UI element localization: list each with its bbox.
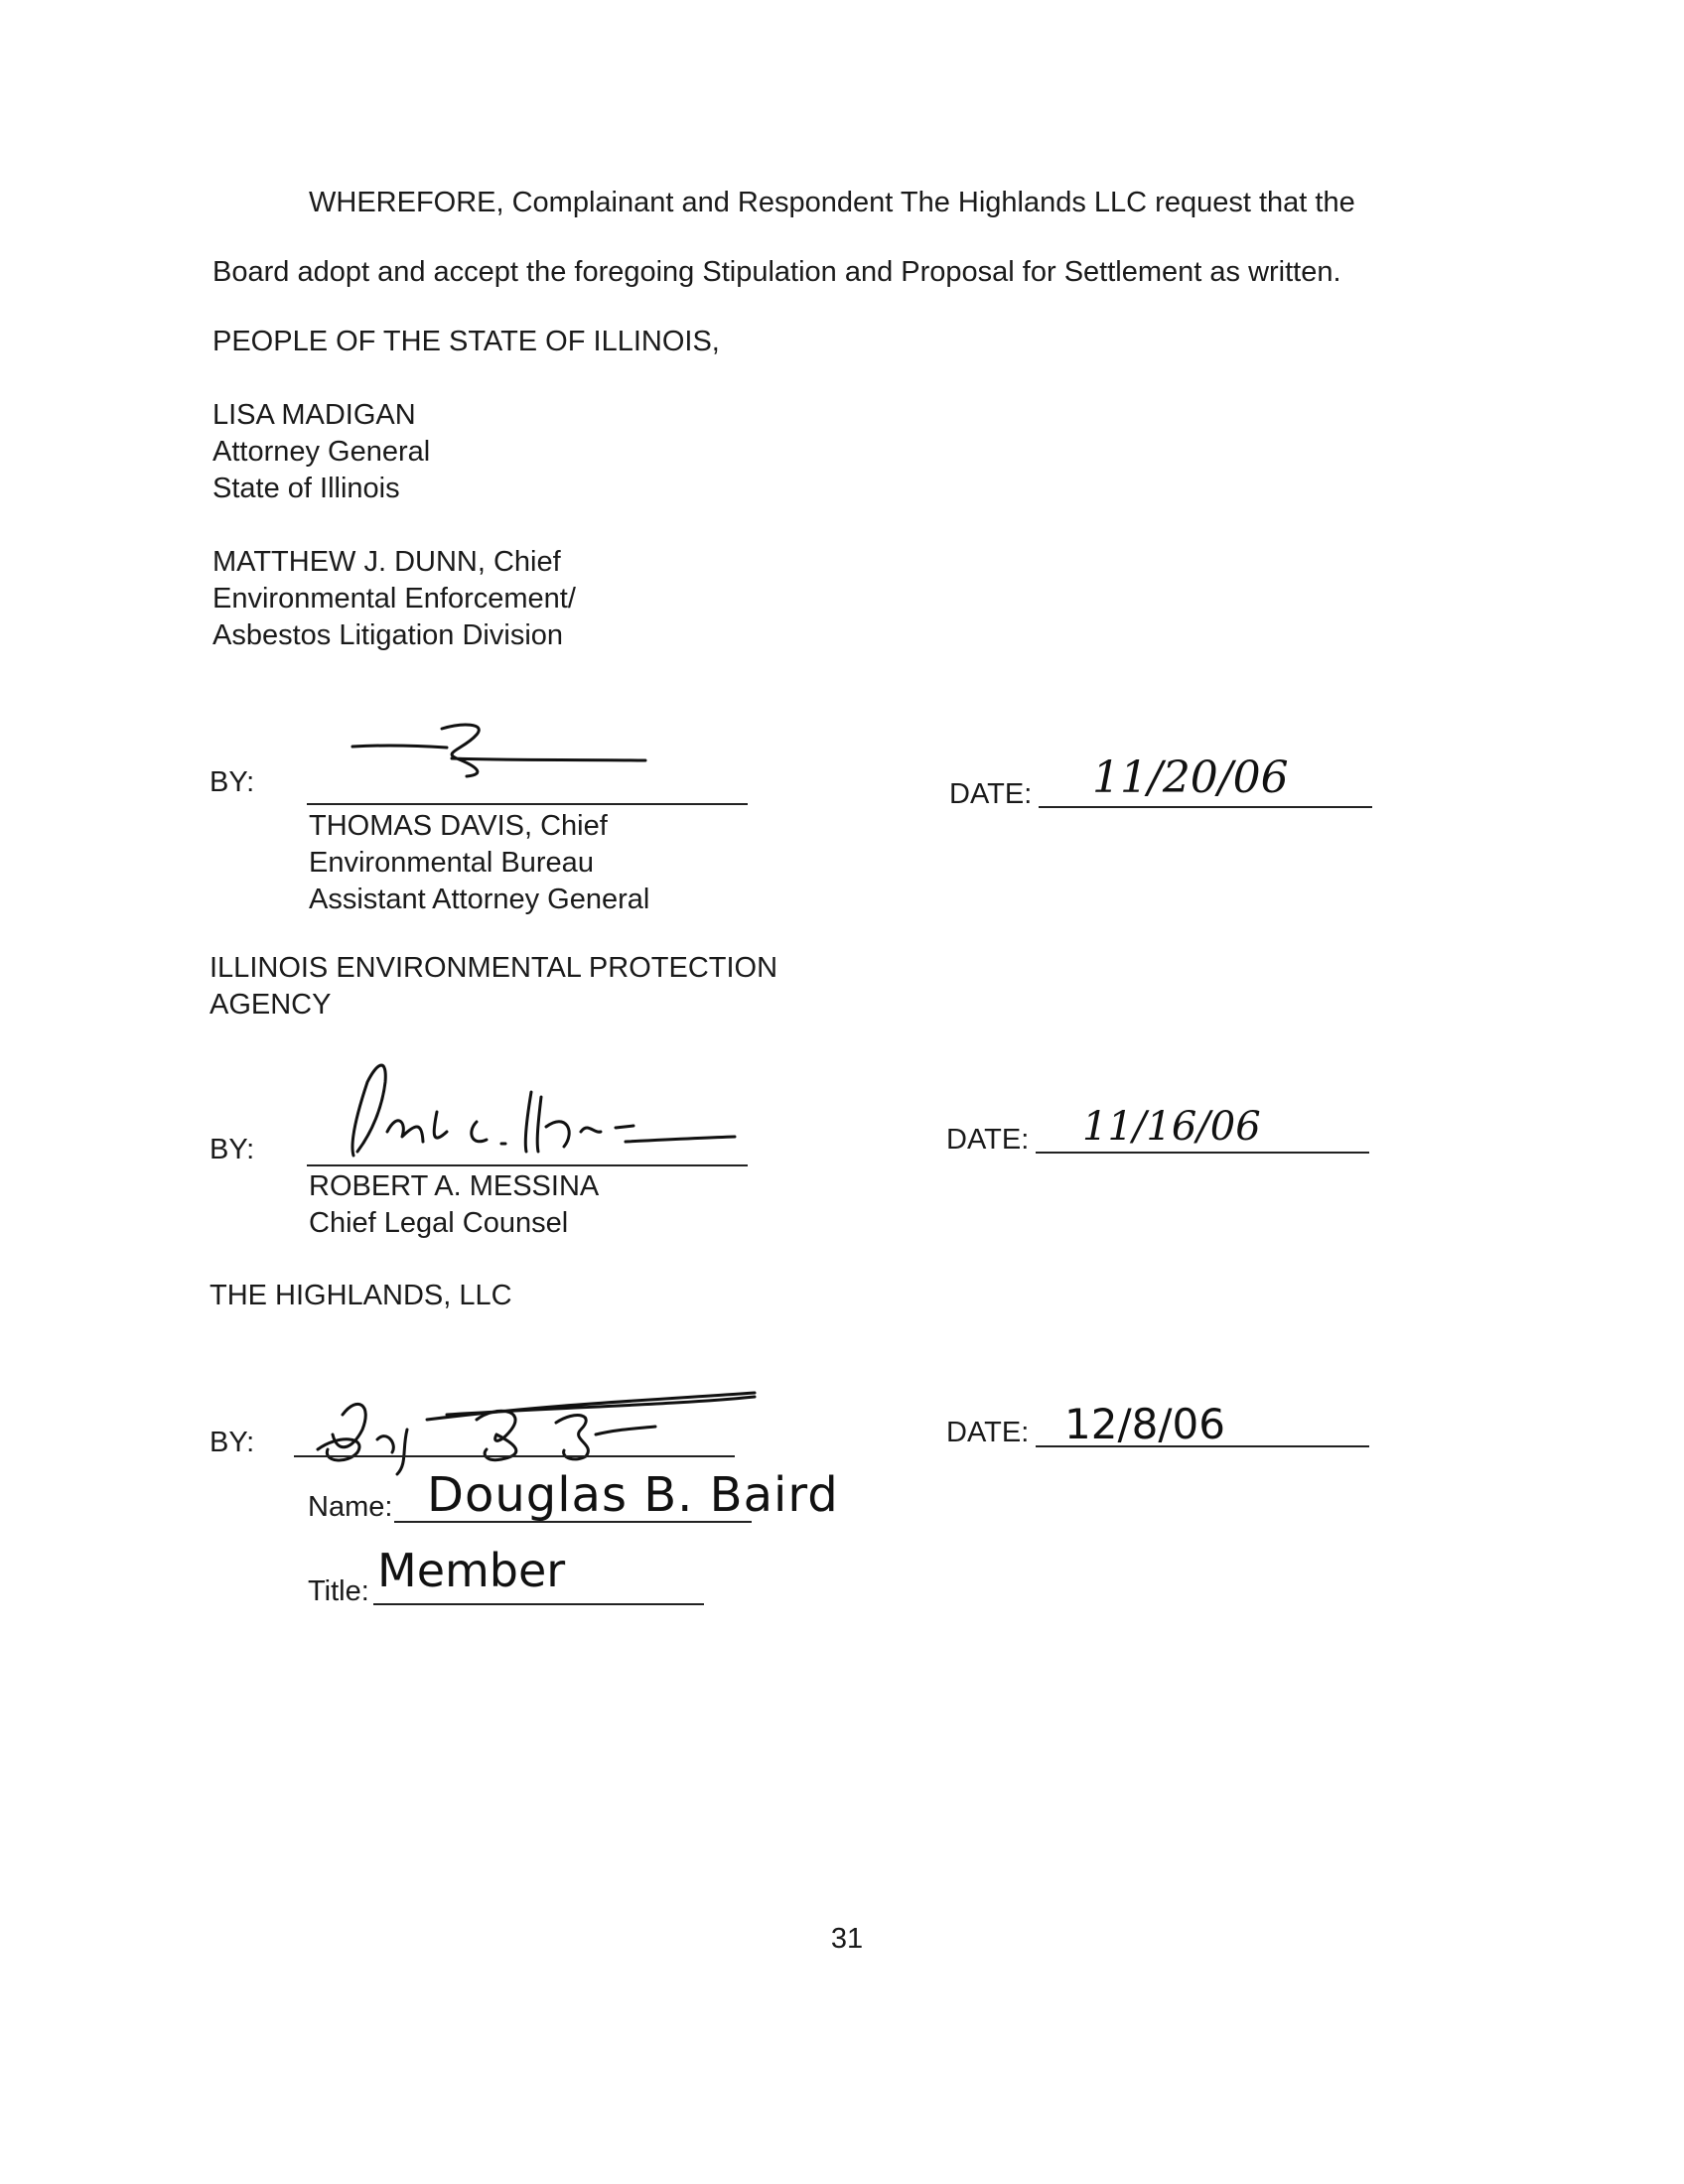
- messina-signature: [328, 1052, 745, 1161]
- wherefore-line-2: Board adopt and accept the foregoing Stipulation and Proposal for Settlement as written.: [212, 256, 1341, 288]
- davis-signature: [348, 715, 655, 784]
- signature-line-messina: [307, 1164, 748, 1166]
- title-line: [373, 1603, 704, 1605]
- date-line-davis: [1039, 806, 1372, 808]
- name-label: Name:: [308, 1491, 393, 1523]
- name-value-handwritten: Douglas B. Baird: [427, 1467, 839, 1523]
- title-label: Title:: [308, 1575, 369, 1607]
- wherefore-line-1: WHEREFORE, Complainant and Respondent The Highlands LLC request that the: [309, 187, 1355, 218]
- date-value-baird: 12/8/06: [1064, 1400, 1225, 1448]
- division-chief-dept-2: Asbestos Litigation Division: [212, 619, 564, 651]
- attorney-general-name: LISA MADIGAN: [212, 399, 416, 431]
- date-value-davis: 11/20/06: [1092, 752, 1289, 803]
- date-label-davis: DATE:: [949, 778, 1033, 810]
- date-label-messina: DATE:: [946, 1124, 1030, 1156]
- by-label-davis: BY:: [210, 766, 255, 798]
- title-value-handwritten: Member: [377, 1544, 566, 1597]
- date-value-messina: 11/16/06: [1082, 1104, 1261, 1150]
- date-line-baird: [1036, 1445, 1369, 1447]
- name-line: [394, 1521, 752, 1523]
- iepa-heading-1: ILLINOIS ENVIRONMENTAL PROTECTION: [210, 952, 778, 984]
- iepa-heading-2: AGENCY: [210, 989, 332, 1021]
- baird-signature: [298, 1375, 765, 1474]
- davis-title-2: Assistant Attorney General: [309, 884, 650, 915]
- messina-title: Chief Legal Counsel: [309, 1207, 569, 1239]
- signature-line-davis: [307, 803, 748, 805]
- messina-name: ROBERT A. MESSINA: [309, 1170, 600, 1202]
- davis-title-1: Environmental Bureau: [309, 847, 594, 879]
- davis-name: THOMAS DAVIS, Chief: [309, 810, 608, 842]
- date-label-baird: DATE:: [946, 1417, 1030, 1448]
- page-number: 31: [830, 1923, 864, 1955]
- division-chief-name: MATTHEW J. DUNN, Chief: [212, 546, 561, 578]
- attorney-general-title: Attorney General: [212, 436, 431, 468]
- date-line-messina: [1036, 1152, 1369, 1154]
- attorney-general-state: State of Illinois: [212, 473, 400, 504]
- by-label-baird: BY:: [210, 1427, 255, 1458]
- division-chief-dept-1: Environmental Enforcement/: [212, 583, 576, 614]
- people-heading: PEOPLE OF THE STATE OF ILLINOIS,: [212, 326, 720, 357]
- signature-line-baird: [294, 1455, 735, 1457]
- by-label-messina: BY:: [210, 1134, 255, 1165]
- highlands-heading: THE HIGHLANDS, LLC: [210, 1280, 512, 1311]
